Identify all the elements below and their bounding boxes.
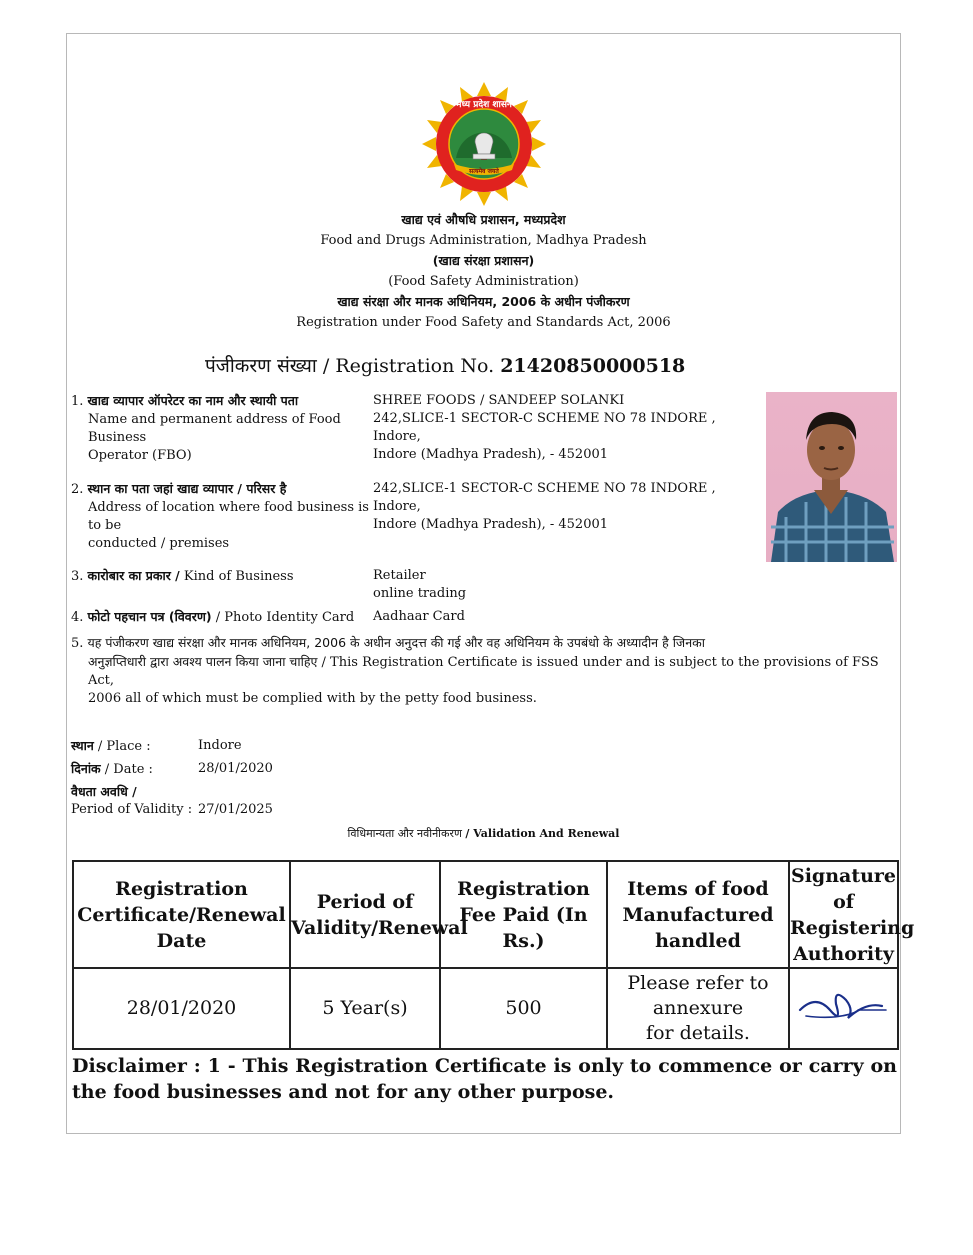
- validity-label-english: Period of Validity :: [71, 802, 193, 817]
- item-3-label-english: Kind of Business: [183, 569, 294, 584]
- sub-dept-hindi: (खाद्य संरक्षा प्रशासन): [432, 253, 535, 268]
- photo-id-value: Aadhaar Card: [373, 609, 465, 624]
- premises-address-line-2: Indore (Madhya Pradesh), - 452001: [373, 517, 609, 532]
- place-label: [71, 737, 151, 756]
- item-3-label-hindi: कारोबार का प्रकार /: [87, 568, 180, 583]
- item-2-number: 2.: [71, 482, 84, 497]
- col-header-fee: Registration Fee Paid (In Rs.): [440, 861, 607, 968]
- cell-items: [607, 968, 789, 1049]
- cell-period: 5 Year(s): [290, 968, 440, 1049]
- place-value: Indore: [198, 738, 242, 753]
- table-row: [73, 968, 898, 1049]
- col-header-items: Items of food Manufactured handled: [607, 861, 789, 968]
- dept-name-hindi: खाद्य एवं औषधि प्रशासन, मध्यप्रदेश: [401, 212, 566, 227]
- act-english: Registration under Food Safety and Standards Act, 2006: [296, 314, 671, 330]
- validation-heading: [66, 826, 901, 841]
- item-1-number: 1.: [71, 394, 84, 409]
- item-5-english-1: / This Registration Certificate is issued under and is subject to the provisions of FSS Act,: [88, 655, 879, 688]
- cell-items-line-2: annexure: [652, 997, 744, 1019]
- col-header-signature: Signature of Registering Authority: [789, 861, 898, 968]
- item-4-number: 4.: [71, 610, 84, 625]
- validity-value: 27/01/2025: [198, 802, 273, 817]
- registration-label-english: / Registration No.: [322, 355, 495, 377]
- disclaimer-text: Disclaimer : 1 - This Registration Certificate is only to commence or carry on the food businesses and not for any other purpose.: [72, 1055, 897, 1103]
- signature-scribble: [796, 980, 892, 1030]
- fbo-name: SHREE FOODS / SANDEEP SOLANKI: [373, 393, 625, 408]
- table-header-row: [73, 861, 898, 968]
- mp-government-emblem: [418, 82, 550, 206]
- fbo-address-line-2: Indore (Madhya Pradesh), - 452001: [373, 447, 609, 462]
- date-label-hindi: दिनांक: [71, 761, 101, 776]
- validation-heading-hindi: विधिमान्यता और नवीनीकरण: [347, 827, 462, 840]
- emblem-ring-text-top: मध्य प्रदेश शासन: [456, 100, 512, 110]
- item-3-number: 3.: [71, 569, 84, 584]
- business-kind-2: online trading: [373, 586, 467, 601]
- cell-items-line-1: Please refer to: [627, 972, 769, 994]
- item-2-label-english-1: Address of location where food business is to be: [88, 500, 369, 533]
- place-label-hindi: स्थान: [71, 738, 94, 753]
- item-5-number: 5.: [71, 636, 84, 651]
- item-1-label-english-2: Operator (FBO): [88, 448, 192, 463]
- item-2-value: [373, 480, 763, 534]
- col-header-period: Period of Validity/Renewal: [290, 861, 440, 968]
- dept-name-english: Food and Drugs Administration, Madhya Pradesh: [320, 232, 647, 248]
- item-3-value: [373, 567, 763, 603]
- validity-label: [71, 783, 192, 819]
- sub-dept-english: (Food Safety Administration): [388, 273, 579, 289]
- item-5-hindi-2: अनुज्ञप्तिधारी द्वारा अवश्य पालन किया जाना चाहिए: [88, 654, 318, 669]
- item-4-label: [71, 608, 371, 627]
- item-2-label-english-2: conducted / premises: [88, 536, 230, 551]
- date-label: [71, 760, 153, 779]
- business-kind-1: Retailer: [373, 568, 426, 583]
- premises-address-line-1: 242,SLICE-1 SECTOR-C SCHEME NO 78 INDORE , Indore,: [373, 481, 716, 514]
- item-5-english-2: 2006 all of which must be complied with by the petty food business.: [88, 691, 537, 706]
- validation-renewal-table: [72, 860, 915, 1050]
- item-1-value: [373, 392, 763, 464]
- registration-label-hindi: पंजीकरण संख्या: [205, 355, 317, 377]
- validity-label-hindi: वैधता अवधि /: [71, 784, 137, 799]
- cell-fee: 500: [440, 968, 607, 1049]
- item-1-label-hindi: खाद्य व्यापार ऑपरेटर का नाम और स्थायी पता: [87, 393, 299, 408]
- item-1-label-english-1: Name and permanent address of Food Business: [88, 412, 341, 445]
- date-value: 28/01/2020: [198, 761, 273, 776]
- item-2-label: [71, 480, 371, 553]
- header-block: [66, 210, 901, 333]
- item-4-label-hindi: फोटो पहचान पत्र (विवरण): [87, 609, 212, 624]
- registration-number-line: [205, 352, 685, 378]
- item-3-label: [71, 567, 371, 586]
- cell-date: 28/01/2020: [73, 968, 290, 1049]
- item-4-label-english: / Photo Identity Card: [215, 610, 355, 625]
- validation-heading-english: / Validation And Renewal: [465, 827, 620, 840]
- registration-number: 21420850000518: [500, 355, 686, 377]
- person-photo-icon: [766, 392, 897, 562]
- item-2-label-hindi: स्थान का पता जहां खाद्य व्यापार / परिसर है: [87, 481, 287, 496]
- item-5-hindi-1: यह पंजीकरण खाद्य संरक्षा और मानक अधिनियम, 2006 के अधीन अनुदत्त की गई और वह अधिनियम के उपबंधो के अध्यादीन है जिनका: [87, 635, 705, 650]
- item-1-label: [71, 392, 371, 465]
- cell-signature: [789, 968, 898, 1049]
- col-header-date: Registration Certificate/Renewal Date: [73, 861, 290, 968]
- fbo-address-line-1: 242,SLICE-1 SECTOR-C SCHEME NO 78 INDORE , Indore,: [373, 411, 716, 444]
- emblem-motto-text: सत्यमेव जयते: [469, 168, 499, 175]
- date-label-english: / Date :: [104, 762, 153, 777]
- fbo-photo: [766, 392, 897, 562]
- item-5-text: [71, 634, 897, 708]
- place-label-english: / Place :: [97, 739, 151, 754]
- act-hindi: खाद्य संरक्षा और मानक अधिनियम, 2006 के अधीन पंजीकरण: [337, 294, 630, 309]
- cell-items-line-3: for details.: [646, 1022, 750, 1044]
